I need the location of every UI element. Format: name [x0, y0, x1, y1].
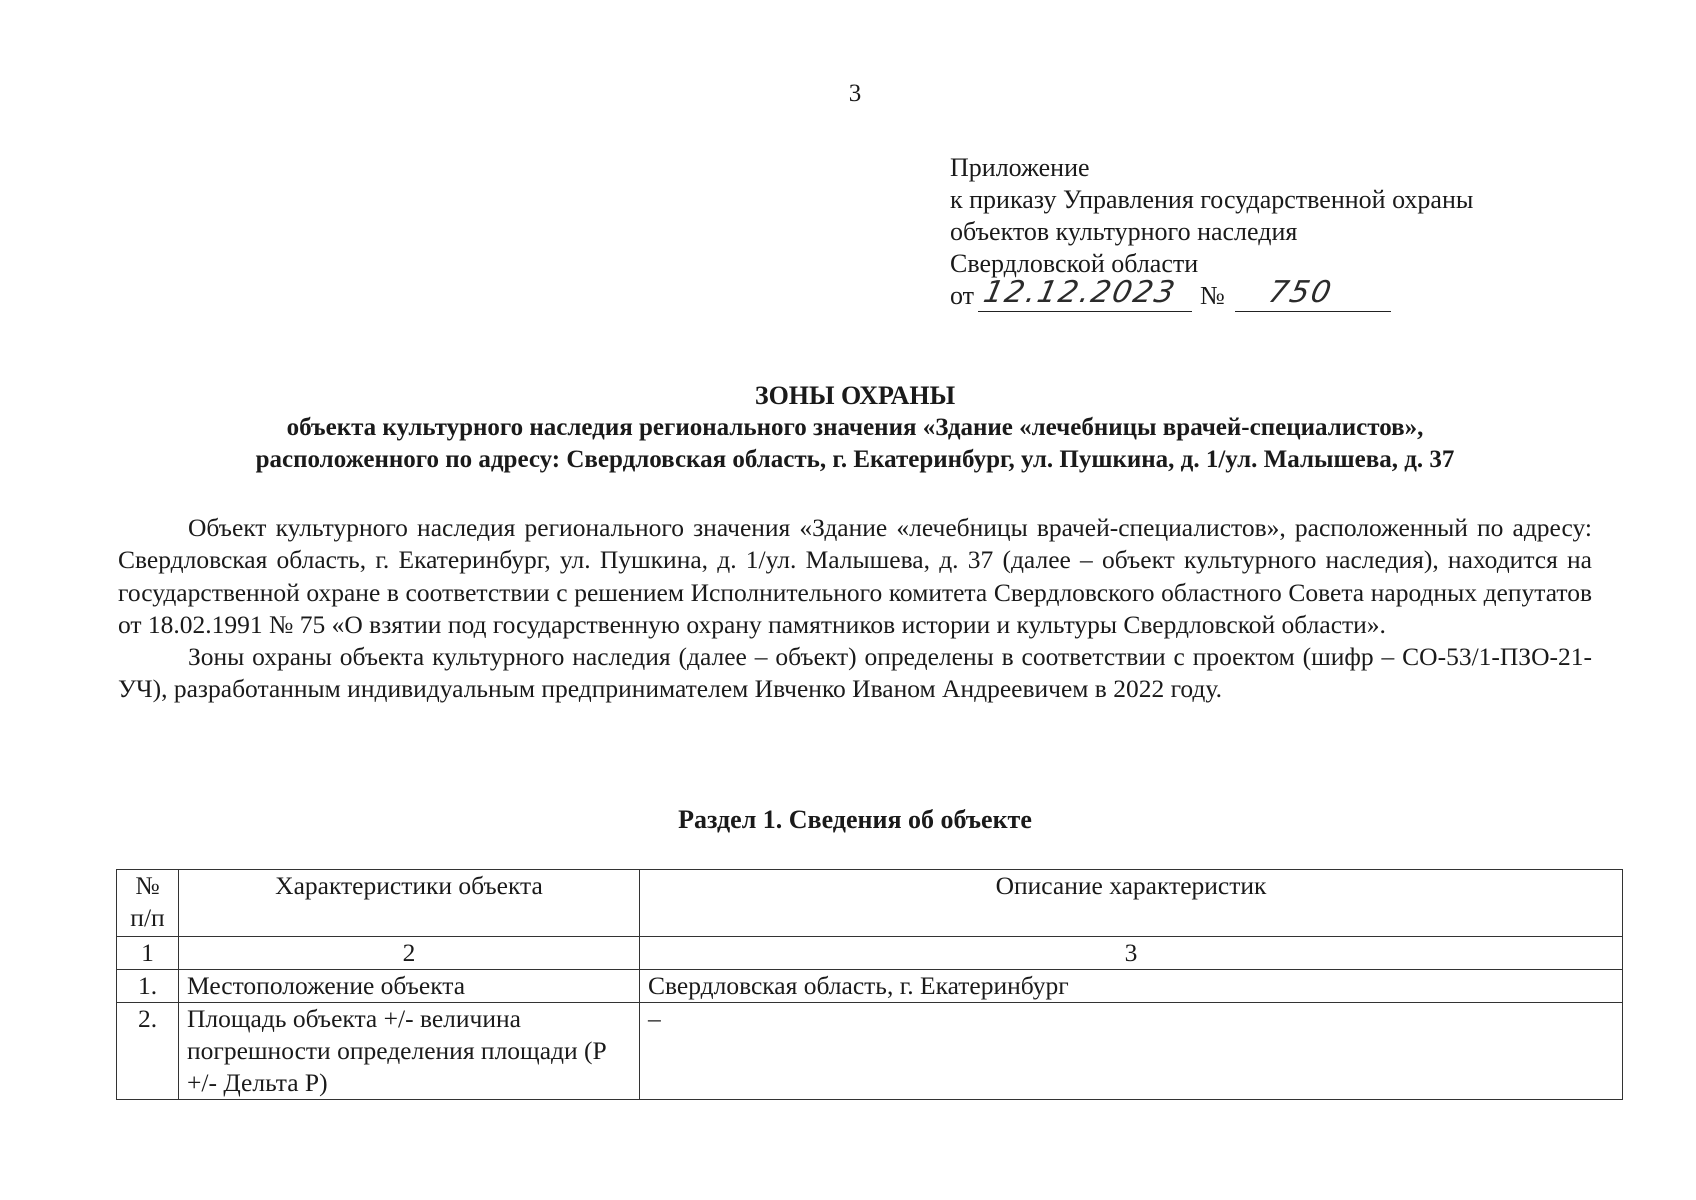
from-label: от	[950, 281, 975, 310]
page-number: 3	[848, 80, 862, 107]
table-row	[117, 970, 1623, 1003]
row-num: 1.	[117, 970, 179, 1003]
appendix-order-line: к приказу Управления государственной охраны	[950, 185, 1474, 214]
paragraph-2: Зоны охраны объекта культурного наследия (далее – объект) определены в соответствии с проектом (шифр – СО-53/1-ПЗО-21-УЧ), разработанным индивидуальным предпринимателем Ивченко Иваном Андреевичем в 2022 году.	[118, 642, 1592, 704]
row-description: Свердловская область, г. Екатеринбург	[640, 970, 1623, 1003]
date-field	[978, 275, 1192, 312]
header-characteristics: Характеристики объекта	[179, 870, 640, 937]
table-row	[117, 1003, 1623, 1100]
table-index-row	[117, 937, 1623, 970]
index-cell: 1	[117, 937, 179, 970]
number-label: №	[1200, 281, 1225, 310]
body-text	[118, 512, 1592, 706]
handwritten-number: 750	[1265, 275, 1336, 310]
header-num: № п/п	[117, 870, 179, 937]
row-description: –	[640, 1003, 1623, 1100]
index-cell: 2	[179, 937, 640, 970]
header-description: Описание характеристик	[640, 870, 1623, 937]
number-field	[1235, 275, 1391, 312]
document-subtitle-line-1: объекта культурного наследия регионального значения «Здание «лечебницы врачей-специалистов»,	[286, 414, 1424, 441]
document-title-block	[110, 380, 1600, 476]
object-info-table	[116, 869, 1623, 1100]
document-title: ЗОНЫ ОХРАНЫ	[754, 381, 956, 410]
row-characteristic: Местоположение объекта	[179, 970, 640, 1003]
section-heading: Раздел 1. Сведения об объекте	[678, 805, 1032, 834]
appendix-order-line-2: объектов культурного наследия	[950, 217, 1298, 246]
handwritten-date: 12.12.2023	[980, 275, 1180, 310]
row-num: 2.	[117, 1003, 179, 1100]
row-characteristic: Площадь объекта +/- величина погрешности определения площади (Р +/- Дельта Р)	[179, 1003, 640, 1100]
appendix-title: Приложение	[950, 153, 1090, 182]
paragraph-1: Объект культурного наследия регионального значения «Здание «лечебницы врачей-специалистов», расположенный по адресу: Свердловская область, г. Екатеринбург, ул. Пушкина, д. 1/ул. Малышева, д. 37 (далее – объект культурного наследия), находится на государственной охране в соответствии с решением Исполнительного комитета Свердловского областного Совета народных депутатов от 18.02.1991 № 75 «О взятии под государственную охрану памятников истории и культуры Свердловской области».	[118, 513, 1592, 639]
appendix-block	[950, 152, 1473, 312]
document-subtitle-line-2: расположенного по адресу: Свердловская область, г. Екатеринбург, ул. Пушкина, д. 1/ул. Малышева, д. 37	[255, 446, 1455, 473]
appendix-order-line-3: Свердловской области	[950, 249, 1199, 278]
table-header-row	[117, 870, 1623, 937]
order-date-number-line	[950, 275, 1473, 312]
index-cell: 3	[640, 937, 1623, 970]
